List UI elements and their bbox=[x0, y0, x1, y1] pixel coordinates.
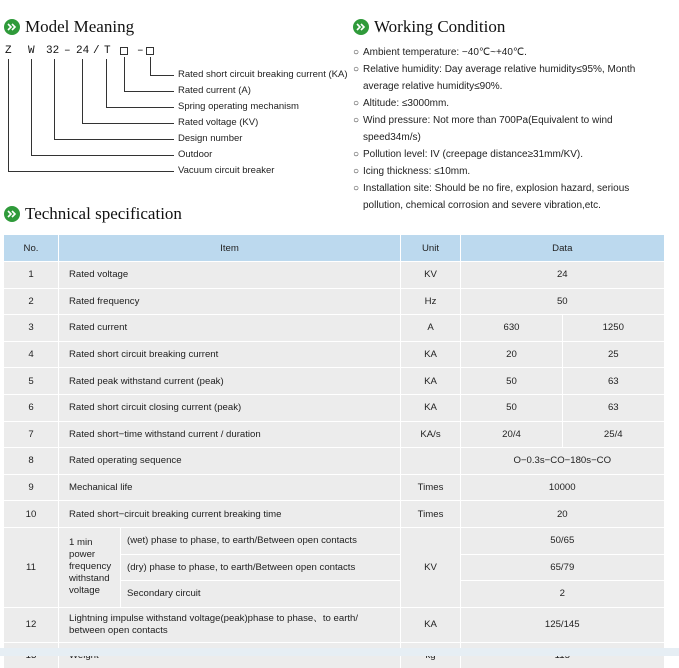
cell-data: O−0.3s−CO−180s−CO bbox=[461, 448, 664, 475]
label-breaking-current: Rated short circuit breaking current (KA) bbox=[178, 69, 348, 80]
cell-item bbox=[59, 607, 401, 642]
condition-item bbox=[353, 146, 668, 163]
cell-data: 50 bbox=[461, 288, 664, 315]
cell-data: 20 bbox=[461, 501, 664, 528]
label-rated-current: Rated current (A) bbox=[178, 85, 251, 96]
cell-no: 8 bbox=[4, 448, 59, 475]
table-row bbox=[4, 421, 664, 448]
label-design-number: Design number bbox=[178, 133, 243, 144]
cell-unit: KV bbox=[401, 262, 461, 289]
code-volt: 24 bbox=[76, 45, 90, 57]
chevron-double-right-icon bbox=[353, 19, 369, 35]
table-row bbox=[4, 315, 664, 342]
cell-data-a: 630 bbox=[461, 315, 563, 342]
cell-item: Rated short−circuit breaking current breaking time bbox=[59, 501, 401, 528]
cell-unit: KA bbox=[401, 607, 461, 642]
header-unit: Unit bbox=[401, 235, 461, 262]
cell-data-a: 20 bbox=[461, 341, 563, 368]
condition-item bbox=[353, 112, 668, 146]
leader-line bbox=[82, 123, 174, 124]
condition-item bbox=[353, 95, 668, 112]
leader-line bbox=[106, 107, 174, 108]
cell-item: Rated operating sequence bbox=[59, 448, 401, 475]
cell-subitem: (dry) phase to phase, to earth/Between open contacts bbox=[121, 554, 401, 581]
cell-item: Rated short−time withstand current / duration bbox=[59, 421, 401, 448]
cell-item: Rated peak withstand current (peak) bbox=[59, 368, 401, 395]
cell-item: Rated frequency bbox=[59, 288, 401, 315]
chevron-double-right-icon bbox=[4, 206, 20, 222]
condition-item bbox=[353, 61, 668, 95]
circle-bullet-icon: ○ bbox=[353, 166, 360, 177]
circle-bullet-icon: ○ bbox=[353, 149, 360, 160]
condition-text-cont: pollution, chemical corrosion and severe vibration,etc. bbox=[363, 200, 601, 211]
cell-item: Mechanical life bbox=[59, 474, 401, 501]
label-spring-mechanism: Spring operating mechanism bbox=[178, 101, 299, 112]
table-row bbox=[4, 448, 664, 475]
table-row bbox=[4, 288, 664, 315]
group-line: withstand bbox=[69, 573, 110, 585]
leader-line bbox=[8, 171, 174, 172]
cell-no: 3 bbox=[4, 315, 59, 342]
cell-item: Rated current bbox=[59, 315, 401, 342]
cell-unit: A bbox=[401, 315, 461, 342]
cell-no: 9 bbox=[4, 474, 59, 501]
table-row bbox=[4, 527, 664, 554]
condition-text-cont: speed34m/s) bbox=[363, 132, 421, 143]
cell-no: 2 bbox=[4, 288, 59, 315]
condition-text: Relative humidity: Day average relative humidity≤95%, Month bbox=[363, 64, 636, 75]
condition-text: Wind pressure: Not more than 700Pa(Equivalent to wind bbox=[363, 115, 613, 126]
cell-item: Rated short circuit breaking current bbox=[59, 341, 401, 368]
cell-data: 50/65 bbox=[461, 527, 664, 554]
cell-data-b: 1250 bbox=[563, 315, 664, 342]
model-meaning-heading: Model Meaning bbox=[25, 17, 135, 36]
cell-group bbox=[59, 527, 121, 607]
code-w: W bbox=[28, 45, 35, 57]
leader-line bbox=[150, 57, 151, 75]
cell-unit: Hz bbox=[401, 288, 461, 315]
code-dash: – bbox=[137, 45, 144, 57]
cell-data: 2 bbox=[461, 581, 664, 608]
cell-no: 12 bbox=[4, 607, 59, 642]
circle-bullet-icon: ○ bbox=[353, 98, 360, 109]
label-outdoor: Outdoor bbox=[178, 149, 213, 160]
table-header-row bbox=[4, 235, 664, 262]
leader-line bbox=[54, 139, 174, 140]
leader-line bbox=[31, 155, 174, 156]
cell-data-b: 25/4 bbox=[563, 421, 664, 448]
cell-item-line: Lightning impulse withstand voltage(peak)phase to phase、to earth/ bbox=[69, 612, 359, 624]
condition-text-cont: average relative humidity≤90%. bbox=[363, 81, 503, 92]
group-line: frequency bbox=[69, 561, 112, 573]
leader-line bbox=[150, 75, 174, 76]
group-line: 1 min power bbox=[69, 537, 96, 561]
cell-data-b: 63 bbox=[563, 394, 664, 421]
code-dash: – bbox=[64, 45, 71, 57]
tech-spec-title bbox=[4, 204, 182, 224]
cell-no: 4 bbox=[4, 341, 59, 368]
condition-text: Icing thickness: ≤10mm. bbox=[363, 166, 471, 177]
breaking-current-placeholder-box bbox=[146, 47, 154, 55]
condition-text: Ambient temperature: −40℃~+40℃. bbox=[363, 47, 527, 58]
table-row bbox=[4, 474, 664, 501]
cell-unit: KA bbox=[401, 394, 461, 421]
table-row bbox=[4, 262, 664, 289]
cell-no: 6 bbox=[4, 394, 59, 421]
cell-item-line: between open contacts bbox=[69, 624, 168, 636]
cell-data-a: 50 bbox=[461, 368, 563, 395]
spec-table bbox=[3, 235, 664, 668]
cell-data-a: 20/4 bbox=[461, 421, 563, 448]
table-row bbox=[4, 607, 664, 642]
table-row bbox=[4, 394, 664, 421]
header-data: Data bbox=[461, 235, 664, 262]
table-row bbox=[4, 368, 664, 395]
leader-line bbox=[82, 59, 83, 123]
bottom-bar bbox=[0, 648, 679, 656]
label-vacuum-breaker: Vacuum circuit breaker bbox=[178, 165, 275, 176]
condition-item bbox=[353, 180, 668, 214]
current-placeholder-box bbox=[120, 47, 128, 55]
circle-bullet-icon: ○ bbox=[353, 47, 360, 58]
table-row bbox=[4, 341, 664, 368]
code-z: Z bbox=[5, 45, 12, 57]
cell-unit: Times bbox=[401, 501, 461, 528]
cell-no: 7 bbox=[4, 421, 59, 448]
code-slash: / bbox=[93, 45, 100, 57]
cell-unit: Times bbox=[401, 474, 461, 501]
leader-line bbox=[106, 59, 107, 107]
cell-data: 10000 bbox=[461, 474, 664, 501]
tech-spec-heading: Technical specification bbox=[25, 204, 182, 223]
cell-data: 24 bbox=[461, 262, 664, 289]
cell-subitem: (wet) phase to phase, to earth/Between open contacts bbox=[121, 527, 401, 554]
working-condition-title bbox=[353, 17, 505, 37]
cell-no: 1 bbox=[4, 262, 59, 289]
condition-text: Installation site: Should be no fire, explosion hazard, serious bbox=[363, 183, 630, 194]
circle-bullet-icon: ○ bbox=[353, 115, 360, 126]
cell-item: Rated short circuit closing current (peak) bbox=[59, 394, 401, 421]
header-item: Item bbox=[59, 235, 401, 262]
leader-line bbox=[31, 59, 32, 155]
cell-no: 10 bbox=[4, 501, 59, 528]
cell-unit: KA/s bbox=[401, 421, 461, 448]
group-line: voltage bbox=[69, 585, 100, 597]
leader-line bbox=[54, 59, 55, 139]
cell-data-a: 50 bbox=[461, 394, 563, 421]
cell-unit: KA bbox=[401, 368, 461, 395]
condition-text: Altitude: ≤3000mm. bbox=[363, 98, 450, 109]
leader-line bbox=[8, 59, 9, 171]
condition-item bbox=[353, 163, 668, 180]
cell-data: 125/145 bbox=[461, 607, 664, 642]
header-no: No. bbox=[4, 235, 59, 262]
table-row bbox=[4, 501, 664, 528]
model-meaning-title bbox=[4, 17, 134, 37]
code-t: T bbox=[104, 45, 111, 57]
cell-data: 65/79 bbox=[461, 554, 664, 581]
condition-item bbox=[353, 44, 668, 61]
cell-unit: KA bbox=[401, 341, 461, 368]
cell-unit: KV bbox=[401, 527, 461, 607]
circle-bullet-icon: ○ bbox=[353, 64, 360, 75]
cell-no: 5 bbox=[4, 368, 59, 395]
condition-text: Pollution level: IV (creepage distance≥31mm/KV). bbox=[363, 149, 584, 160]
working-condition-heading: Working Condition bbox=[374, 17, 506, 36]
cell-unit bbox=[401, 448, 461, 475]
cell-item: Rated voltage bbox=[59, 262, 401, 289]
cell-data-b: 25 bbox=[563, 341, 664, 368]
working-condition-list bbox=[353, 44, 668, 214]
leader-line bbox=[124, 91, 174, 92]
leader-line bbox=[124, 57, 125, 91]
circle-bullet-icon: ○ bbox=[353, 183, 360, 194]
cell-no: 11 bbox=[4, 527, 59, 607]
cell-subitem: Secondary circuit bbox=[121, 581, 401, 608]
cell-data-b: 63 bbox=[563, 368, 664, 395]
chevron-double-right-icon bbox=[4, 19, 20, 35]
label-rated-voltage: Rated voltage (KV) bbox=[178, 117, 259, 128]
code-num: 32 bbox=[46, 45, 60, 57]
